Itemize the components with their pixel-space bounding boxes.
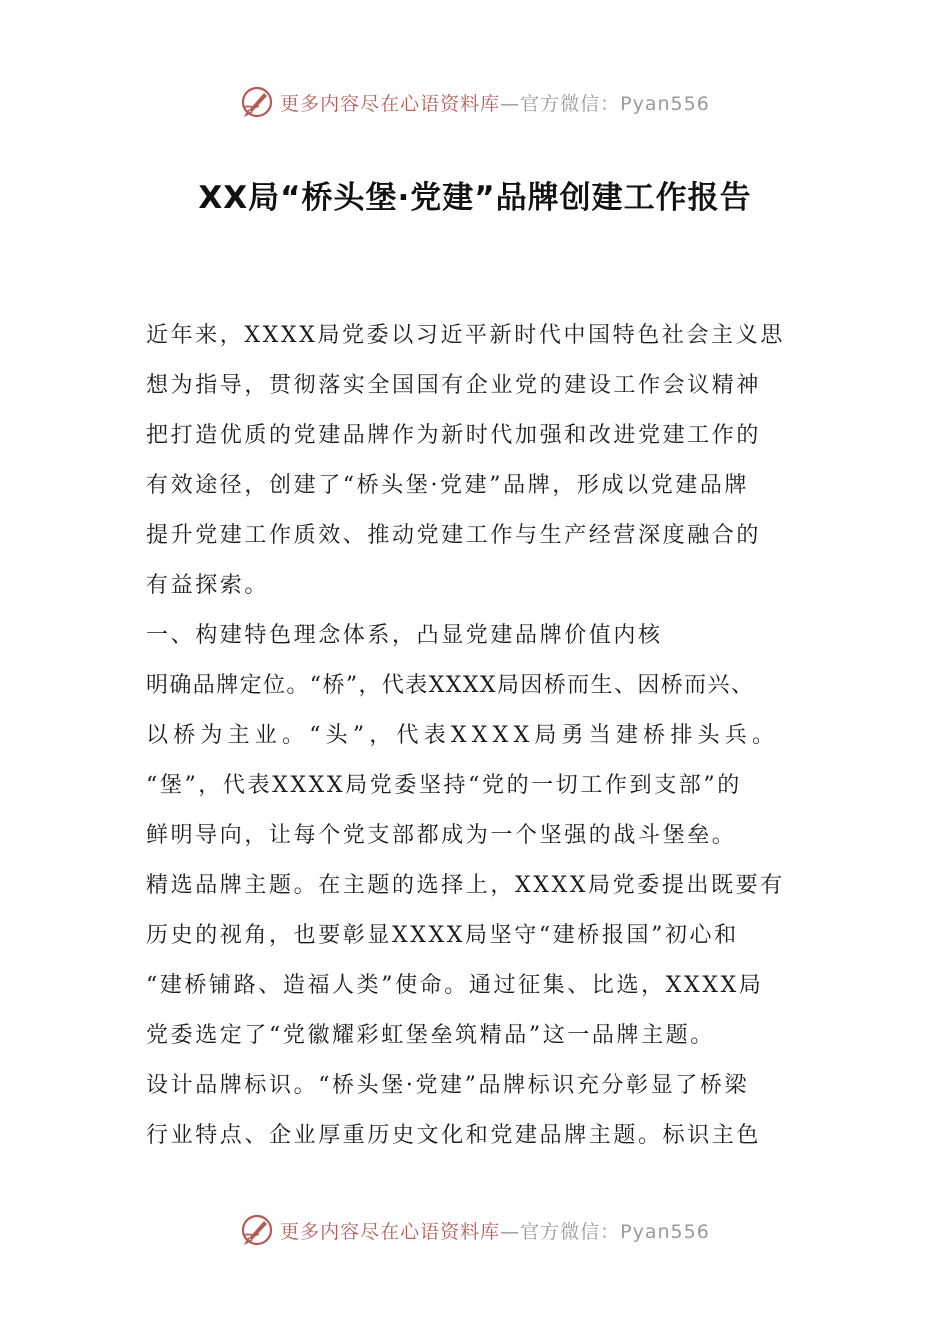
body-line: “堡”，代表XXXX局党委坚持“党的一切工作到支部”的	[146, 773, 742, 798]
body-line: 把打造优质的党建品牌作为新时代加强和改进党建工作的	[146, 423, 762, 448]
watermark-text	[280, 89, 710, 116]
quill-pen-logo-icon	[240, 85, 274, 119]
body-line: 设计品牌标识。“桥头堡·党建”品牌标识充分彰显了桥梁	[146, 1073, 750, 1098]
body-line: 有益探索。	[146, 573, 270, 598]
watermark-group	[240, 1213, 710, 1247]
body-line: 以桥为主业。“头”，代表XXXX局勇当建桥排头兵。	[146, 723, 780, 748]
body-line: 明确品牌定位。“桥”，代表XXXX局因桥而生、因桥而兴、	[146, 673, 755, 698]
section-heading: 一、构建特色理念体系，凸显党建品牌价值内核	[146, 623, 663, 648]
body-line: 行业特点、企业厚重历史文化和党建品牌主题。标识主色	[146, 1123, 762, 1148]
body-line: 历史的视角，也要彰显XXXX局坚守“建桥报国”初心和	[146, 923, 739, 948]
document-body	[146, 311, 806, 1161]
body-line: 想为指导，贯彻落实全国国有企业党的建设工作会议精神	[146, 373, 762, 398]
body-line: 近年来，XXXX局党委以习近平新时代中国特色社会主义思	[146, 323, 785, 348]
watermark-text	[280, 1217, 710, 1244]
watermark-wechat-text: —官方微信：Pyan556	[500, 1220, 710, 1243]
body-line: 鲜明导向，让每个党支部都成为一个坚强的战斗堡垒。	[146, 823, 737, 848]
body-line: “建桥铺路、造福人类”使命。通过征集、比选，XXXX局	[146, 973, 764, 998]
header-watermark	[0, 82, 950, 122]
body-line: 有效途径，创建了“桥头堡·党建”品牌，形成以党建品牌	[146, 473, 750, 498]
watermark-group	[240, 85, 710, 119]
watermark-site-text: 更多内容尽在心语资料库	[280, 1220, 501, 1243]
body-line: 精选品牌主题。在主题的选择上，XXXX局党委提出既要有	[146, 873, 785, 898]
quill-pen-logo-icon	[240, 1213, 274, 1247]
body-line: 提升党建工作质效、推动党建工作与生产经营深度融合的	[146, 523, 762, 548]
body-line: 党委选定了“党徽耀彩虹堡垒筑精品”这一品牌主题。	[146, 1023, 715, 1048]
document-title: XX局“桥头堡·党建”品牌创建工作报告	[198, 180, 752, 216]
footer-watermark	[0, 1210, 950, 1250]
watermark-site-text: 更多内容尽在心语资料库	[280, 92, 501, 115]
watermark-wechat-text: —官方微信：Pyan556	[500, 92, 710, 115]
